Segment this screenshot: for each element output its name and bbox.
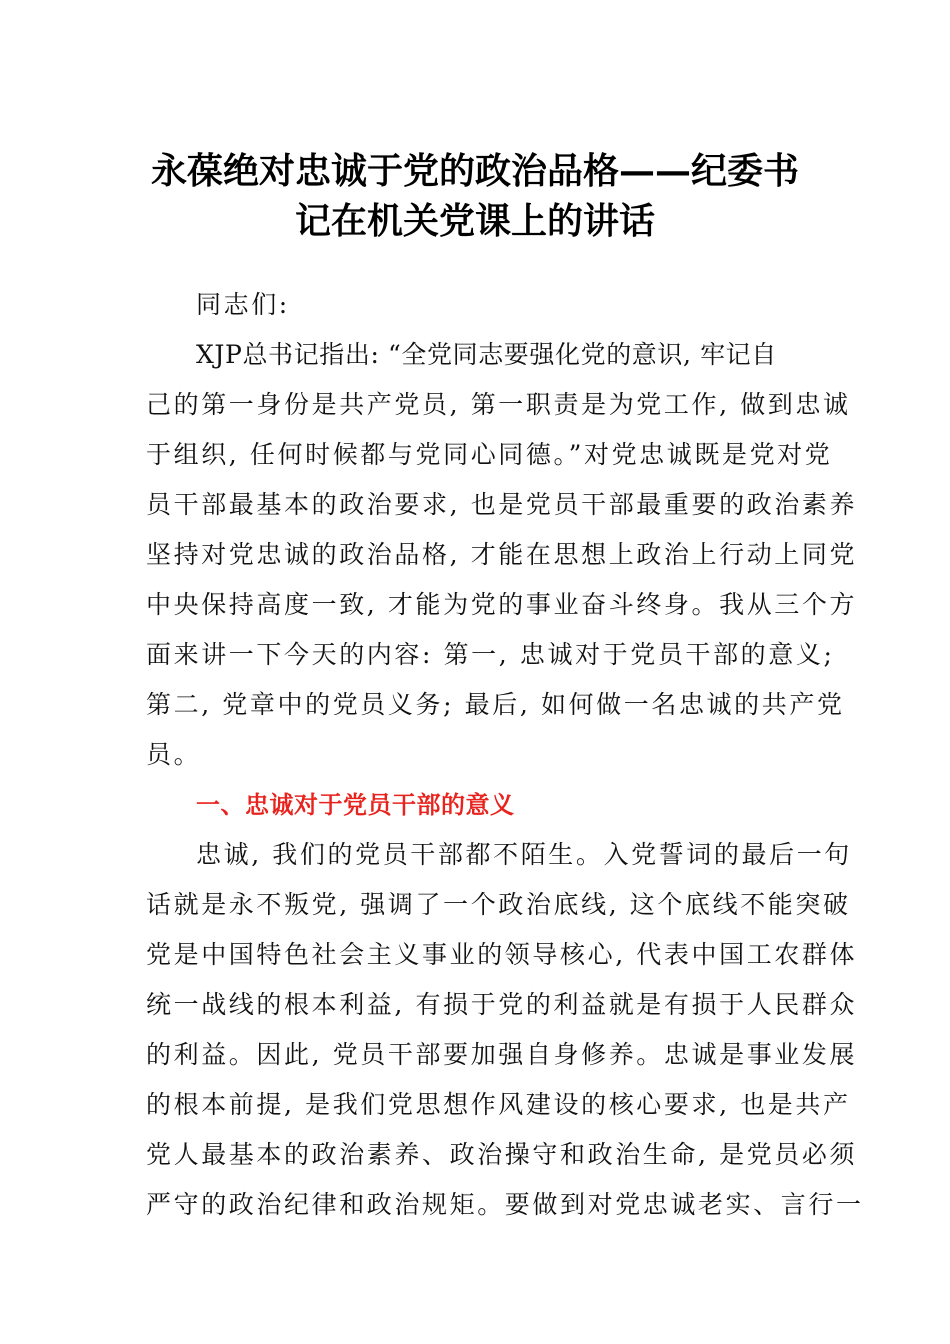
paragraph-2-line: 统一战线的根本利益, 有损于党的利益就是有损于人民群众 — [146, 990, 858, 1019]
paragraph-1-line: 于组织, 任何时候都与党同心同德。”对党忠诚既是党对党 — [146, 440, 833, 469]
paragraph-1-line: XJP总书记指出: “全党同志要强化党的意识, 牢记自 — [196, 340, 777, 369]
paragraph-1-line: 坚持对党忠诚的政治品格, 才能在思想上政治上行动上同党 — [146, 540, 858, 569]
paragraph-1-line: 员干部最基本的政治要求, 也是党员干部最重要的政治素养 — [146, 490, 858, 519]
paragraph-2-line: 话就是永不叛党, 强调了一个政治底线, 这个底线不能突破 — [146, 890, 851, 919]
paragraph-2-line: 忠诚, 我们的党员干部都不陌生。入党誓词的最后一句 — [196, 840, 852, 869]
paragraph-2-line: 党是中国特色社会主义事业的领导核心, 代表中国工农群体 — [146, 940, 858, 969]
paragraph-1-line: 己的第一身份是共产党员, 第一职责是为党工作, 做到忠诚 — [146, 390, 851, 419]
document-title — [140, 146, 810, 246]
paragraph-1-line: 面来讲一下今天的内容: 第一, 忠诚对于党员干部的意义; — [146, 640, 835, 669]
paragraph-1-line: 中央保持高度一致, 才能为党的事业奋斗终身。我从三个方 — [146, 590, 858, 619]
document-body — [146, 280, 864, 1230]
title-line-2: 记在机关党课上的讲话 — [294, 200, 655, 242]
title-line-1: 永葆绝对忠诚于党的政治品格——纪委书 — [150, 150, 799, 192]
greeting: 同志们: — [196, 290, 290, 319]
paragraph-2-line: 严守的政治纪律和政治规矩。要做到对党忠诚老实、言行一 — [146, 1190, 864, 1219]
section-heading: 一、忠诚对于党员干部的意义 — [196, 791, 515, 819]
paragraph-1-line: 第二, 党章中的党员义务; 最后, 如何做一名忠诚的共产党 — [146, 690, 845, 719]
paragraph-2-line: 的利益。因此, 党员干部要加强自身修养。忠诚是事业发展 — [146, 1040, 858, 1069]
paragraph-1-line: 员。 — [146, 740, 202, 769]
paragraph-2-line: 党人最基本的政治素养、政治操守和政治生命, 是党员必须 — [146, 1140, 858, 1169]
paragraph-2-line: 的根本前提, 是我们党思想作风建设的核心要求, 也是共产 — [146, 1090, 851, 1119]
